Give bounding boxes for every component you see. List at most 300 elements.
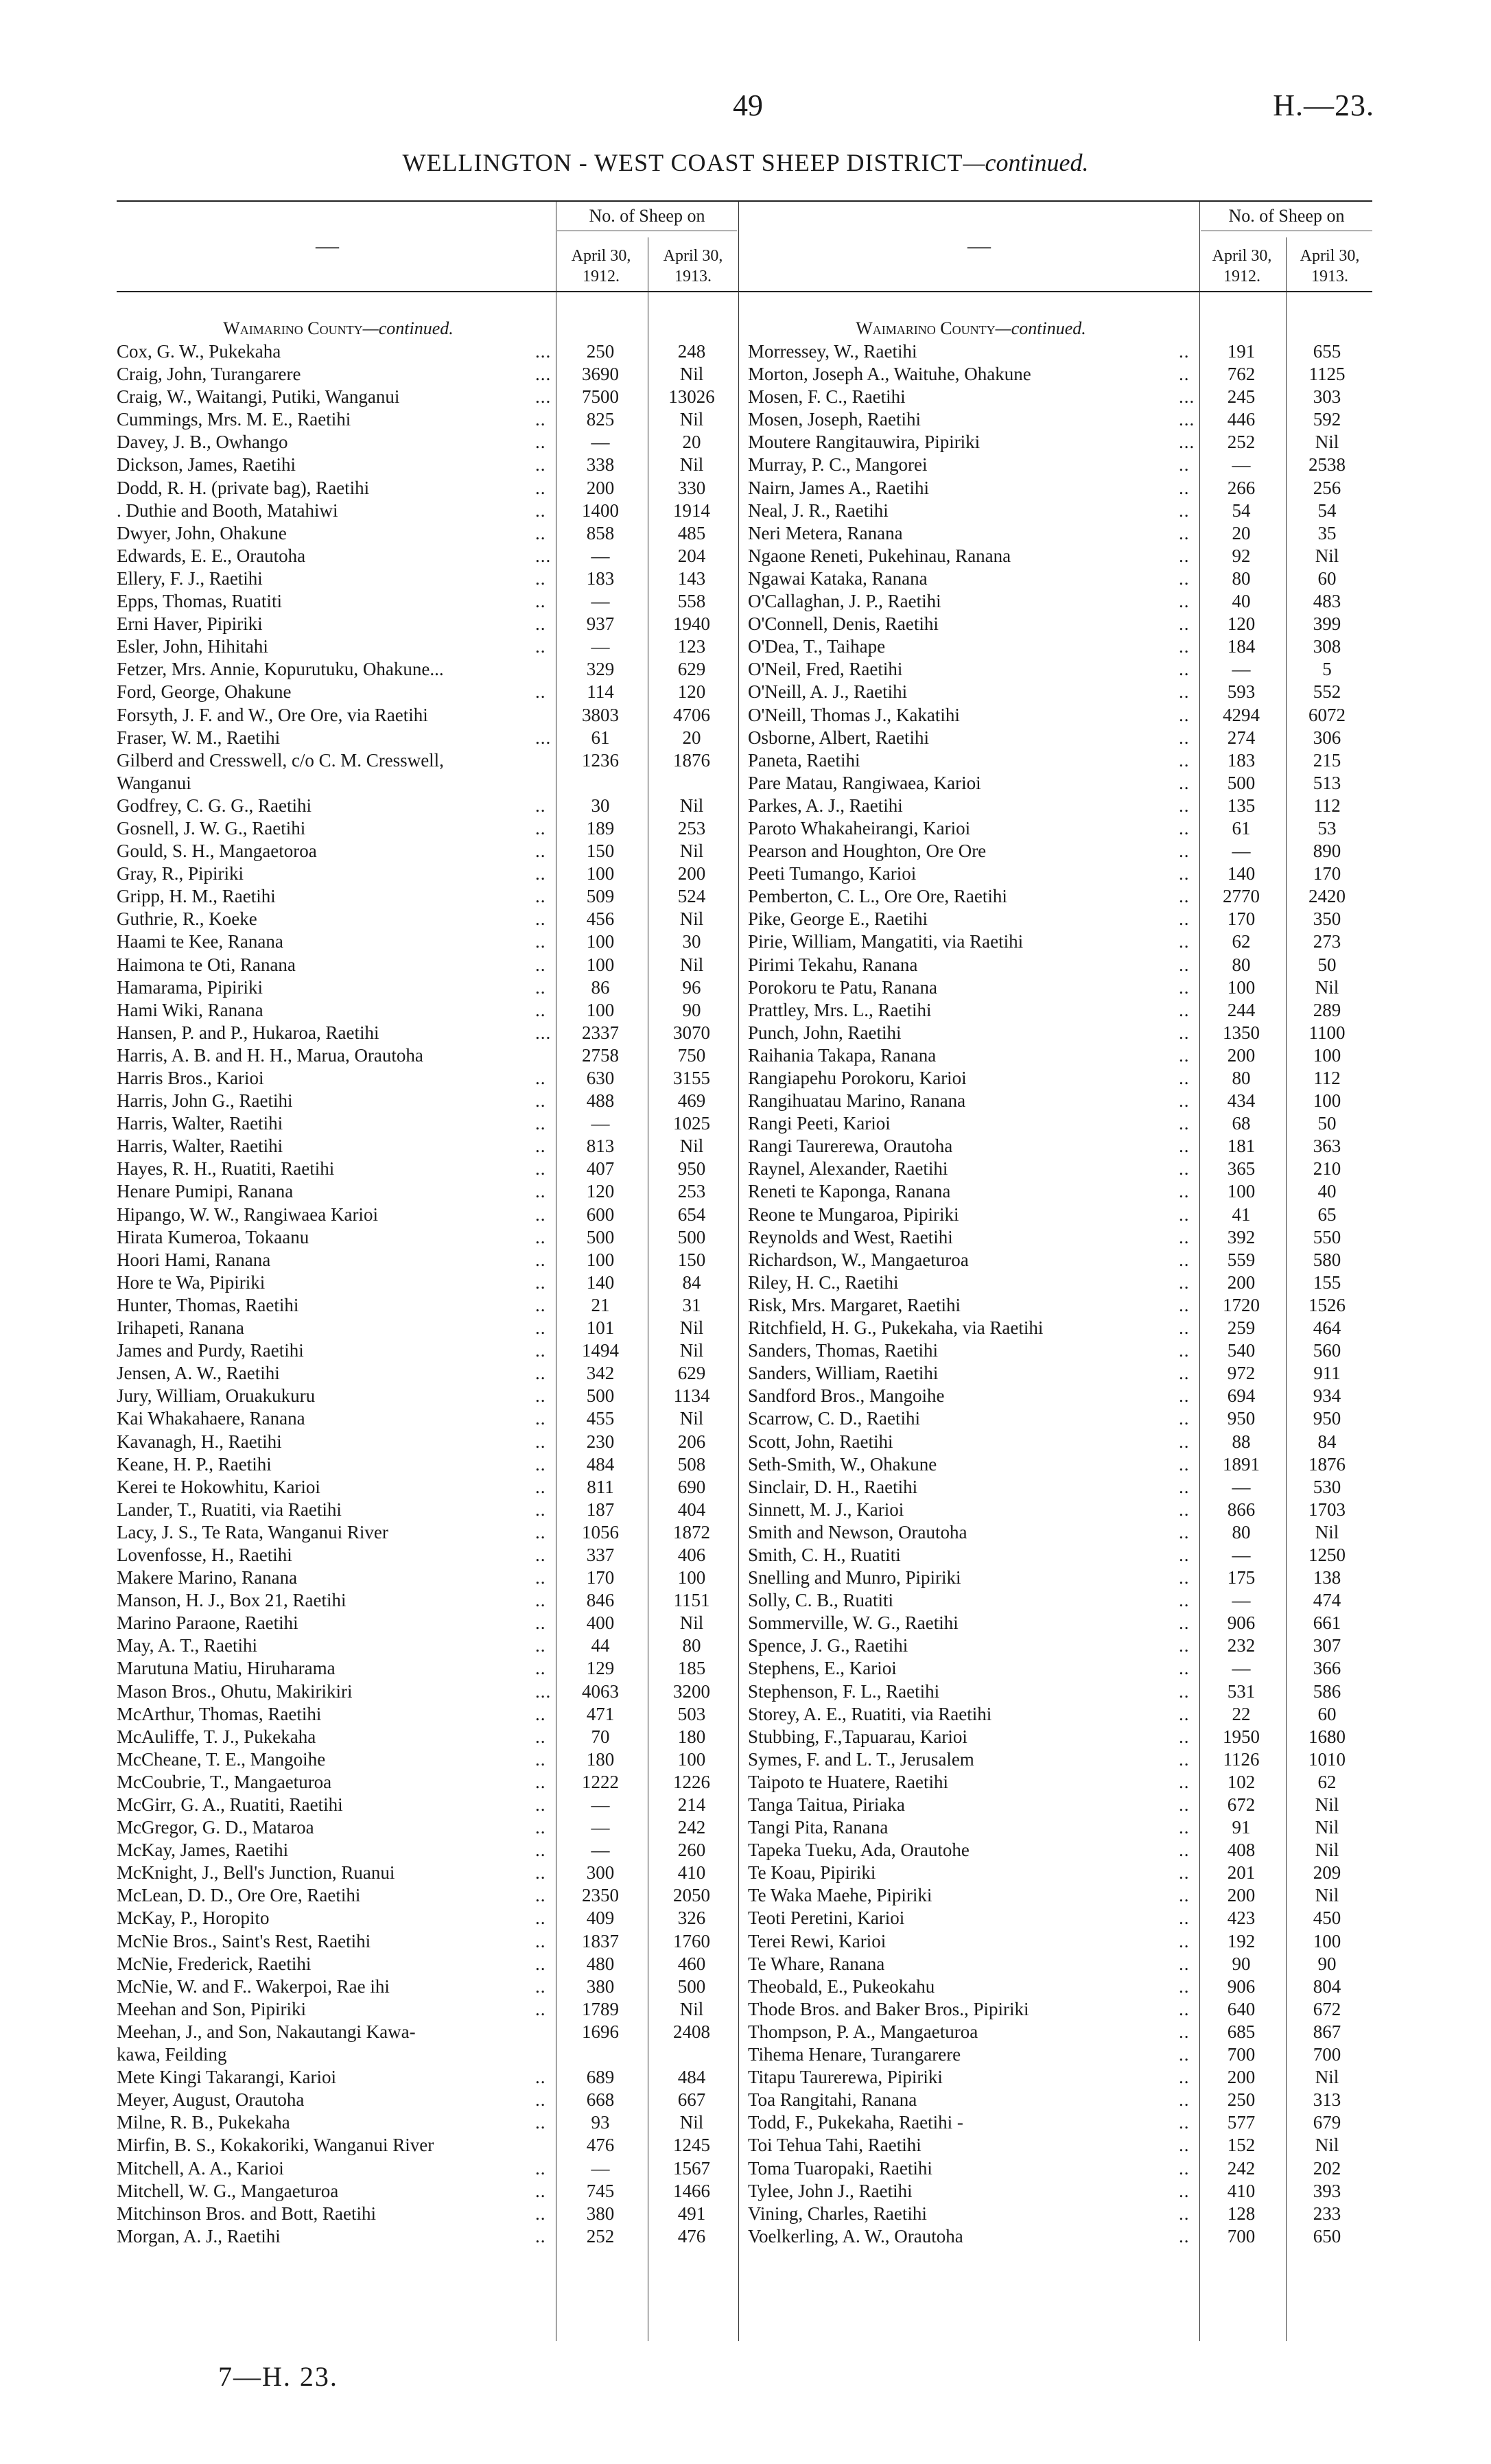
leader-dots: .. (535, 1771, 546, 1792)
owner-name: Stephens, E., Karioi (748, 1658, 897, 1679)
sheep-1913: 1466 (673, 2180, 710, 2201)
owner-name: Pemberton, C. L., Ore Ore, Raetihi (748, 886, 1007, 907)
sheep-1912: 408 (1227, 1840, 1256, 1861)
leader-dots: .. (535, 1635, 546, 1656)
sheep-1912: 189 (586, 817, 615, 838)
sheep-1913: 404 (677, 1499, 706, 1520)
sheep-1912: 2758 (582, 1044, 619, 1066)
leader-dots: .. (1179, 1271, 1190, 1293)
leader-dots: ... (535, 545, 552, 566)
leader-dots: .. (535, 2067, 546, 2088)
table-row (748, 1044, 1372, 1067)
leader-dots: .. (1179, 704, 1190, 725)
table-row (748, 1794, 1372, 1816)
sheep-1913: Nil (679, 2112, 704, 2133)
sheep-1913: 406 (677, 1544, 706, 1565)
owner-name: Neri Metera, Ranana (748, 522, 903, 543)
sheep-1912: 471 (586, 1703, 615, 1724)
table-row (117, 545, 738, 567)
owner-name: Forsyth, J. F. and W., Ore Ore, via Raetihi (117, 704, 428, 725)
sheep-1913: 1250 (1308, 1544, 1346, 1565)
leader-dots: .. (1179, 1817, 1190, 1838)
owner-name: Seth-Smith, W., Ohakune (748, 1453, 937, 1475)
owner-name: kawa, Feilding (117, 2044, 227, 2065)
sheep-1912: 183 (586, 567, 615, 589)
sheep-1913: 500 (677, 1975, 706, 1997)
sheep-1912: — (1232, 1544, 1251, 1565)
owner-name: Te Whare, Ranana (748, 1953, 885, 1974)
leader-dots: .. (535, 477, 546, 498)
table-row (748, 749, 1372, 772)
sheep-1913: Nil (679, 1408, 704, 1429)
leader-dots: .. (1179, 477, 1190, 498)
table-row (117, 749, 738, 772)
leader-dots: .. (535, 1817, 546, 1838)
sheep-1912: 476 (586, 2135, 615, 2156)
sheep-1912: — (1232, 454, 1251, 476)
sheep-1913: Nil (679, 1317, 704, 1339)
sheep-1913: 2408 (673, 2021, 710, 2042)
sheep-1913: 112 (1313, 795, 1341, 816)
owner-name: Mitchell, W. G., Mangaeturoa (117, 2180, 339, 2201)
sheep-1912: 906 (1227, 1975, 1256, 1997)
table-row (117, 908, 738, 930)
sheep-1913: 210 (1313, 1158, 1341, 1180)
sheep-1913: 50 (1317, 954, 1337, 975)
table-row (117, 2043, 738, 2066)
sheep-1913: 185 (677, 1658, 706, 1679)
sheep-1912: 100 (586, 863, 615, 884)
sheep-1912: — (1232, 841, 1251, 862)
leader-dots: .. (535, 1363, 546, 1384)
sheep-1912: 22 (1232, 1703, 1251, 1724)
owner-name: Rangiapehu Porokoru, Karioi (748, 1068, 967, 1088)
sheep-1912: 380 (586, 1975, 615, 1997)
leader-dots (535, 772, 554, 795)
sheep-1912: 3803 (582, 704, 619, 725)
leader-dots: .. (535, 567, 546, 589)
sheep-1913: Nil (679, 364, 704, 385)
owner-name: Gray, R., Pipiriki (117, 863, 244, 884)
owner-name: Dwyer, John, Ohakune (117, 522, 287, 543)
sheep-1912: 531 (1227, 1680, 1256, 1702)
leader-dots: .. (1179, 817, 1190, 838)
table-row (748, 386, 1372, 408)
owner-name: Harris, John G., Raetihi (117, 1090, 293, 1112)
leader-dots: .. (1179, 454, 1190, 476)
leader-dots: .. (1179, 522, 1190, 543)
table-row (748, 795, 1372, 817)
signature-mark: 7—H. 23. (218, 2361, 338, 2392)
owner-name: Sinnett, M. J., Karioi (748, 1499, 904, 1520)
leader-dots: ... (535, 1680, 552, 1702)
sheep-1912: 410 (1227, 2180, 1256, 2201)
sheep-1913: 100 (1313, 1090, 1341, 1112)
table-row (117, 1680, 738, 1703)
leader-dots: .. (1179, 1476, 1190, 1497)
sheep-1913: 155 (1313, 1271, 1341, 1293)
owner-name: Sinclair, D. H., Raetihi (748, 1476, 918, 1497)
sheep-1912: 937 (586, 613, 615, 635)
owner-name: Meyer, August, Orautoha (117, 2089, 305, 2111)
leader-dots: .. (535, 841, 546, 862)
table-row (748, 1998, 1372, 2021)
leader-dots: .. (535, 954, 546, 975)
sheep-1913: 750 (677, 1044, 706, 1066)
table-row (117, 840, 738, 863)
sheep-1912: 140 (586, 1271, 615, 1293)
table-row (117, 999, 738, 1022)
owner-name: Erni Haver, Pipiriki (117, 613, 263, 635)
owner-name: Toma Tuaropaki, Raetihi (748, 2157, 932, 2179)
owner-name: McGirr, G. A., Ruatiti, Raetihi (117, 1794, 343, 1815)
sheep-1912: 120 (586, 1181, 615, 1202)
leader-dots: .. (1179, 681, 1190, 703)
owner-name: Mason Bros., Ohutu, Makirikiri (117, 1680, 353, 1702)
table-row (748, 999, 1372, 1022)
sheep-1912: 200 (586, 477, 615, 498)
table-row (117, 454, 738, 476)
sheep-1912: 456 (586, 908, 615, 930)
sheep-1913: 867 (1313, 2021, 1341, 2042)
sheep-1913: 950 (1313, 1408, 1341, 1429)
owner-name: Risk, Mrs. Margaret, Raetihi (748, 1294, 961, 1315)
table-row (117, 500, 738, 522)
sheep-1912: 1837 (582, 1930, 619, 1951)
owner-name: Henare Pumipi, Ranana (117, 1181, 294, 1202)
owner-name: Mitchell, A. A., Karioi (117, 2157, 284, 2179)
sheep-1913: 1125 (1308, 364, 1346, 385)
sheep-1912: 825 (586, 409, 615, 430)
table-row (117, 681, 738, 703)
owner-name: Scarrow, C. D., Raetihi (748, 1408, 920, 1429)
sheep-1913: 6072 (1308, 704, 1346, 725)
sheep-1913: 1025 (673, 1113, 710, 1134)
right-table-body (748, 291, 1372, 2341)
leader-dots: .. (1179, 1340, 1190, 1361)
sheep-1912: 259 (1227, 1317, 1256, 1339)
sheep-1913: 650 (1313, 2225, 1341, 2246)
leader-dots: .. (1179, 1635, 1190, 1656)
owner-name: Ngaone Reneti, Pukehinau, Ranana (748, 545, 1011, 566)
sheep-1912: 152 (1227, 2135, 1256, 2156)
table-row (117, 1998, 738, 2021)
sheep-1912 (554, 2043, 646, 2066)
sheep-1912: 4294 (1223, 704, 1260, 725)
leader-dots: .. (1179, 1453, 1190, 1475)
leader-dots (535, 704, 554, 727)
sheep-1912: 91 (1232, 1817, 1251, 1838)
sheep-1913: 112 (1313, 1068, 1341, 1088)
sheep-1912: 380 (586, 2203, 615, 2224)
sheep-1912: 400 (586, 1612, 615, 1634)
table-row (748, 1975, 1372, 1998)
sheep-1912: 129 (586, 1658, 615, 1679)
table-row (748, 1158, 1372, 1180)
leader-dots: .. (535, 1340, 546, 1361)
leader-dots: .. (1179, 1953, 1190, 1974)
section-title: Waimarino County (223, 318, 363, 338)
table-row (117, 885, 738, 908)
leader-dots: .. (535, 2180, 546, 2201)
table-row (117, 1634, 738, 1657)
sheep-1913: 120 (677, 681, 706, 703)
leader-dots: .. (1179, 863, 1190, 884)
sheep-1912: 593 (1227, 681, 1256, 703)
title-main: WELLINGTON - WEST COAST SHEEP DISTRICT (402, 149, 963, 176)
sheep-1912: 41 (1232, 1204, 1251, 1225)
sheep-1913: 96 (682, 976, 701, 998)
owner-name: Pare Matau, Rangiwaea, Karioi (748, 772, 981, 793)
leader-dots: .. (535, 1885, 546, 1906)
sheep-1913: 363 (1313, 1136, 1341, 1157)
leader-dots: .. (1179, 1136, 1190, 1157)
sheep-1913: 330 (677, 477, 706, 498)
table-row (748, 1612, 1372, 1634)
owner-name: Haami te Kee, Ranana (117, 931, 283, 952)
leader-dots: .. (1179, 545, 1190, 566)
sheep-1913: 485 (677, 522, 706, 543)
sheep-1912: — (591, 591, 610, 612)
sheep-1913: 5 (1322, 659, 1332, 680)
leader-dots: .. (535, 1840, 546, 1861)
owner-name: Toi Tehua Tahi, Raetihi (748, 2135, 921, 2156)
sheep-1913: Nil (679, 1340, 704, 1361)
sheep-1913: Nil (1315, 976, 1339, 998)
leader-dots: .. (535, 2225, 546, 2246)
owner-name: Tihema Henare, Turangarere (748, 2044, 961, 2065)
left-rows (117, 291, 738, 2248)
sheep-1913: Nil (679, 795, 704, 816)
sheep-1913: 911 (1313, 1363, 1341, 1384)
owner-name: Reynolds and West, Raetihi (748, 1226, 953, 1247)
sheep-1913: 550 (1313, 1226, 1341, 1247)
sheep-1913: 410 (677, 1862, 706, 1884)
leader-dots: .. (535, 1431, 546, 1452)
owner-name: Mirfin, B. S., Kokakoriki, Wanganui River (117, 2135, 434, 2156)
owner-name: Hayes, R. H., Ruatiti, Raetihi (117, 1158, 335, 1180)
leader-dots: .. (535, 1748, 546, 1770)
owner-name: Irihapeti, Ranana (117, 1317, 244, 1339)
leader-dots: .. (1179, 772, 1190, 793)
leader-dots: .. (1179, 795, 1190, 816)
leader-dots: .. (535, 1499, 546, 1520)
owner-name: Morton, Joseph A., Waituhe, Ohakune (748, 364, 1031, 385)
sheep-1913: 393 (1313, 2180, 1341, 2201)
sheep-1913: 90 (1317, 1953, 1337, 1974)
owner-name: Manson, H. J., Box 21, Raetihi (117, 1590, 347, 1611)
sheep-1913 (646, 2043, 737, 2066)
table-row (748, 1634, 1372, 1657)
owner-name: Teoti Peretini, Karioi (748, 1908, 905, 1929)
sheep-1912: 446 (1227, 409, 1256, 430)
leader-dots: .. (535, 1181, 546, 1202)
sheep-1912: 30 (591, 795, 610, 816)
table-row (748, 1862, 1372, 1884)
sheep-1913: 399 (1313, 613, 1341, 635)
owner-name: Neal, J. R., Raetihi (748, 500, 889, 521)
leader-dots (535, 1044, 554, 1067)
sheep-1913: 233 (1313, 2203, 1341, 2224)
table-row (748, 1884, 1372, 1907)
sheep-1912: 365 (1227, 1158, 1256, 1180)
leader-dots: .. (1179, 1567, 1190, 1588)
sheep-1913: 484 (677, 2067, 706, 2088)
sheep-1913: 214 (677, 1794, 706, 1815)
leader-dots: ... (535, 727, 552, 748)
sheep-1913: 1914 (673, 500, 710, 521)
table-row (117, 1317, 738, 1339)
sheep-1912: 200 (1227, 1044, 1256, 1066)
owner-name: Hami Wiki, Ranana (117, 999, 263, 1020)
owner-name: Morressey, W., Raetihi (748, 341, 917, 362)
sheep-1912: 455 (586, 1408, 615, 1429)
leader-dots: .. (535, 409, 546, 430)
table-row (748, 2225, 1372, 2248)
sheep-1912: 135 (1227, 795, 1256, 816)
sheep-1912: — (591, 545, 610, 566)
table-row (117, 1067, 738, 1090)
owner-name: Dickson, James, Raetihi (117, 454, 296, 476)
owner-name: May, A. T., Raetihi (117, 1635, 257, 1656)
sheep-1913: Nil (1315, 1817, 1339, 1838)
owner-name: Kerei te Hokowhitu, Karioi (117, 1476, 320, 1497)
leader-dots: .. (1179, 613, 1190, 635)
sheep-1912: 250 (1227, 2089, 1256, 2111)
sheep-1913: 2538 (1308, 454, 1346, 476)
table-row (748, 1816, 1372, 1839)
owner-name: Terei Rewi, Karioi (748, 1930, 887, 1951)
table-row (117, 1521, 738, 1544)
sheep-1913: 1010 (1308, 1748, 1346, 1770)
sheep-1912: 120 (1227, 613, 1256, 635)
owner-name: Esler, John, Hihitahi (117, 636, 268, 657)
table-row (117, 1862, 738, 1884)
leader-dots: ... (1179, 409, 1195, 430)
table-row (117, 2066, 738, 2089)
leader-dots: .. (535, 1703, 546, 1724)
sheep-1912: 80 (1232, 954, 1251, 975)
owner-name: Sandford Bros., Mangoihe (748, 1385, 945, 1407)
sheep-1912: 201 (1227, 1862, 1256, 1884)
owner-name: O'Neill, Thomas J., Kakatihi (748, 704, 960, 725)
table-row (748, 2066, 1372, 2089)
sheep-1913: 661 (1313, 1612, 1341, 1634)
sheep-1912: 2350 (582, 1885, 619, 1906)
table-row (117, 522, 738, 545)
sheep-1912: 92 (1232, 545, 1251, 566)
table-row (117, 1158, 738, 1180)
sheep-1913: 54 (1317, 500, 1337, 521)
owner-name: Gould, S. H., Mangaetoroa (117, 841, 317, 862)
sheep-1912: 509 (586, 886, 615, 907)
table-row (117, 1204, 738, 1226)
sheep-1912: 242 (1227, 2157, 1256, 2179)
owner-name: Taipoto te Huatere, Raetihi (748, 1771, 949, 1792)
sheep-1912: 150 (586, 841, 615, 862)
table-row (117, 386, 738, 408)
sheep-1912: 184 (1227, 636, 1256, 657)
sheep-1912: 230 (586, 1431, 615, 1452)
sheep-1913: 1876 (1308, 1453, 1346, 1475)
owner-name: Ritchfield, H. G., Pukekaha, via Raetihi (748, 1317, 1044, 1339)
sheep-1913: 306 (1313, 727, 1341, 748)
leader-dots: ... (535, 341, 552, 362)
sheep-1913: 1526 (1308, 1294, 1346, 1315)
sheep-1912: 80 (1232, 1068, 1251, 1088)
owner-name: McCheane, T. E., Mangoihe (117, 1748, 326, 1770)
leader-dots: .. (535, 1271, 546, 1293)
table-row (748, 1339, 1372, 1362)
leader-dots: .. (1179, 1408, 1190, 1429)
sheep-1912: 488 (586, 1090, 615, 1112)
owner-name: Smith, C. H., Ruatiti (748, 1544, 901, 1565)
sheep-1913: 253 (677, 817, 706, 838)
owner-name: Raynel, Alexander, Raetihi (748, 1158, 948, 1180)
leader-dots: .. (535, 1658, 546, 1679)
table-row (748, 363, 1372, 386)
sheep-1912: 1350 (1223, 1022, 1260, 1043)
table-row (748, 1067, 1372, 1090)
table-row (748, 1499, 1372, 1521)
leader-dots: .. (1179, 2044, 1190, 2065)
sheep-1912: 1222 (582, 1771, 619, 1792)
table-row (748, 613, 1372, 635)
sheep-1913: 100 (1313, 1930, 1341, 1951)
sheep-1913: 1151 (673, 1590, 710, 1611)
leader-dots: .. (535, 795, 546, 816)
sheep-1912: 274 (1227, 727, 1256, 748)
sheep-1912: — (591, 1840, 610, 1861)
owner-name: Scott, John, Raetihi (748, 1431, 893, 1452)
table-row (748, 545, 1372, 567)
table-row (748, 1431, 1372, 1453)
sheep-1913: Nil (679, 841, 704, 862)
sheep-1912: 200 (1227, 1885, 1256, 1906)
owner-name: Stephenson, F. L., Raetihi (748, 1680, 940, 1702)
sheep-1913: 2420 (1308, 886, 1346, 907)
table-row (117, 477, 738, 500)
leader-dots: .. (535, 1476, 546, 1497)
right-table-header (748, 200, 1372, 292)
sheep-1913: 13026 (668, 386, 715, 408)
owner-name: Murray, P. C., Mangorei (748, 454, 928, 476)
table-row (748, 908, 1372, 930)
sheep-1912: 700 (1227, 2225, 1256, 2246)
table-row (748, 681, 1372, 703)
sheep-1912: 44 (591, 1635, 610, 1656)
owner-name: Mosen, Joseph, Raetihi (748, 409, 921, 430)
table-row (117, 1271, 738, 1294)
owner-name: Toa Rangitahi, Ranana (748, 2089, 917, 2111)
leader-dots: .. (1179, 1317, 1190, 1339)
sheep-1913: 469 (677, 1090, 706, 1112)
sheep-1912: 480 (586, 1953, 615, 1974)
leader-dots: .. (535, 1113, 546, 1134)
section-heading (748, 317, 1194, 340)
leader-dots: .. (1179, 1544, 1190, 1565)
owner-name: Thompson, P. A., Mangaeturoa (748, 2021, 978, 2042)
table-row (748, 1567, 1372, 1589)
leader-dots: .. (1179, 2067, 1190, 2088)
sheep-1913: Nil (1315, 2067, 1339, 2088)
sheep-1912: 90 (1232, 1953, 1251, 1974)
sheep-1913: 513 (1313, 772, 1341, 793)
leader-dots: .. (1179, 1363, 1190, 1384)
leader-dots: .. (535, 432, 546, 453)
owner-name: Osborne, Albert, Raetihi (748, 727, 929, 748)
owner-name: Voelkerling, A. W., Orautoha (748, 2225, 963, 2246)
